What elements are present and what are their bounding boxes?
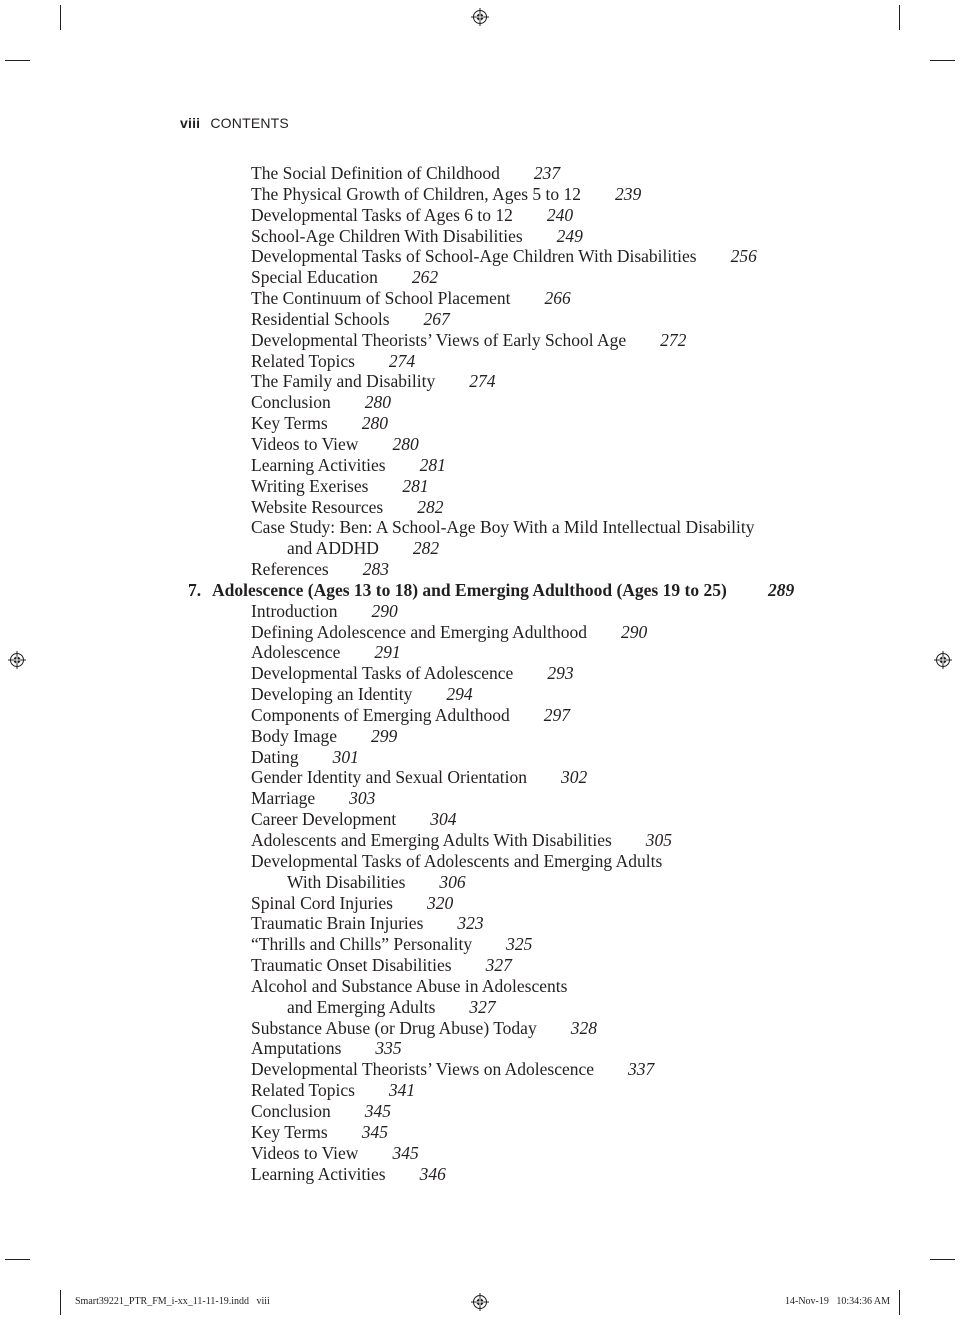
page-number: 290 [621, 621, 648, 642]
toc-entry [0, 788, 960, 809]
page-number: 345 [361, 1121, 388, 1142]
entry-title: Traumatic Brain Injuries [251, 913, 424, 934]
entry-title: Components of Emerging Adulthood [251, 704, 510, 725]
toc-entry [0, 497, 960, 518]
toc-entry [0, 184, 960, 205]
entry-title: The Social Definition of Childhood [251, 163, 500, 183]
entry-title: Substance Abuse (or Drug Abuse) Today [251, 1017, 537, 1038]
page-number: 256 [730, 246, 757, 267]
entry-title: Developmental Tasks of Ages 6 to 12 [251, 204, 513, 225]
entry-title: The Physical Growth of Children, Ages 5 to 12 [251, 183, 582, 204]
page-number: 274 [469, 371, 496, 392]
entry-title: Case Study: Ben: A School-Age Boy With a Mild Intellectual Disability [251, 517, 755, 538]
chapter-number: 7. [188, 579, 202, 600]
toc-entry [0, 705, 960, 726]
entry-title: Adolescence [251, 642, 341, 663]
toc-entry [0, 1038, 960, 1059]
entry-title: Developmental Tasks of Adolescence [251, 663, 514, 684]
toc-entry [0, 163, 960, 184]
page-number: 302 [561, 767, 588, 788]
page-number: 327 [469, 996, 496, 1017]
entry-title: Conclusion [251, 392, 331, 413]
page-folio: viii [180, 115, 201, 131]
registration-mark-icon [471, 8, 489, 26]
toc-entry [0, 517, 960, 559]
page-number: 305 [645, 830, 673, 850]
page-number: 289 [768, 579, 795, 600]
running-head-title: CONTENTS [210, 115, 289, 131]
entry-title: Writing Exerises [251, 475, 369, 496]
toc-entry [0, 434, 960, 455]
entry-title: Body Image [251, 725, 338, 746]
toc-entry [0, 351, 960, 372]
toc-entry [0, 1080, 960, 1101]
entry-title: Key Terms [251, 413, 328, 434]
entry-title: Marriage [251, 788, 316, 809]
page-number: 262 [411, 267, 439, 288]
page-number: 282 [412, 538, 440, 559]
toc-entry [0, 726, 960, 747]
entry-title: Traumatic Onset Disabilities [251, 955, 452, 976]
page-number: 280 [392, 433, 419, 454]
toc-entry [0, 663, 960, 684]
entry-title: Dating [251, 746, 299, 767]
page-number: 306 [439, 871, 466, 892]
crop-mark [60, 1290, 61, 1315]
toc-entry [0, 1101, 960, 1122]
entry-title: Related Topics [251, 350, 355, 371]
page-number: 281 [402, 475, 429, 496]
crop-mark [930, 1259, 955, 1260]
entry-title: Gender Identity and Sexual Orientation [251, 767, 528, 788]
page-number: 283 [362, 559, 389, 580]
page-number: 301 [332, 746, 359, 767]
toc-entry [0, 747, 960, 768]
toc-entry [0, 205, 960, 226]
entry-title-continued [251, 538, 960, 559]
toc-entry [0, 371, 960, 392]
entry-title: School-Age Children With Disabilities [251, 225, 523, 246]
entry-title: Videos to View [251, 433, 359, 454]
table-of-contents [0, 163, 960, 1184]
running-head [180, 115, 289, 131]
page-number: 239 [615, 183, 642, 204]
chapter-title: Adolescence (Ages 13 to 18) and Emerging Adulthood (Ages 19 to 25) [212, 579, 727, 600]
toc-entry [0, 330, 960, 351]
toc-entry [0, 934, 960, 955]
entry-title: Amputations [251, 1038, 342, 1059]
entry-title: Alcohol and Substance Abuse in Adolescents [251, 975, 568, 996]
page-number: 335 [375, 1038, 402, 1059]
crop-mark [930, 60, 955, 61]
toc-entry [0, 955, 960, 976]
page-number: 345 [392, 1142, 419, 1163]
entry-title: The Continuum of School Placement [251, 288, 511, 309]
page-number: 282 [417, 496, 444, 517]
entry-title: Developmental Theorists’ Views of Early School Age [251, 329, 627, 350]
entry-title: The Family and Disability [251, 371, 436, 392]
toc-entry [0, 288, 960, 309]
toc-entry [0, 309, 960, 330]
page-number: 323 [457, 913, 484, 934]
slug-file-name: Smart39221_PTR_FM_i-xx_11-11-19.indd viii [75, 1296, 270, 1307]
toc-entry [0, 267, 960, 288]
entry-title: Residential Schools [251, 308, 390, 329]
toc-entry [0, 1122, 960, 1143]
registration-mark-icon [471, 1293, 489, 1311]
page-number: 346 [419, 1163, 446, 1184]
entry-title: Special Education [251, 267, 378, 288]
page-number: 325 [506, 934, 533, 955]
toc-entry [0, 226, 960, 247]
page-number: 267 [423, 308, 450, 329]
toc-entry [0, 476, 960, 497]
page-number: 240 [546, 204, 574, 225]
toc-entry [0, 767, 960, 788]
page-number: 293 [547, 663, 574, 684]
page-number: 290 [371, 600, 398, 621]
toc-entry [0, 1059, 960, 1080]
toc-entry [0, 913, 960, 934]
page-number: 274 [388, 350, 416, 371]
toc-entry [0, 976, 960, 1018]
entry-title: Introduction [251, 600, 338, 621]
entry-title: Key Terms [251, 1121, 328, 1142]
toc-chapter-entry [0, 580, 960, 601]
page-number: 249 [556, 225, 583, 246]
entry-title: Adolescents and Emerging Adults With Disabilities [251, 830, 612, 850]
entry-title: References [251, 559, 329, 580]
page-number: 291 [374, 642, 401, 663]
entry-title: Developing an Identity [251, 684, 413, 705]
crop-mark [899, 5, 900, 30]
entry-title: Videos to View [251, 1142, 359, 1163]
toc-entry [0, 1164, 960, 1185]
entry-title: Developmental Theorists’ Views on Adolescence [251, 1059, 595, 1080]
toc-entry [0, 392, 960, 413]
page-number: 337 [628, 1059, 655, 1080]
slug-timestamp: 14-Nov-19 10:34:36 AM [785, 1296, 890, 1307]
page-number: 328 [570, 1017, 597, 1038]
page-number: 237 [533, 163, 561, 183]
entry-title: Spinal Cord Injuries [251, 892, 393, 913]
toc-entry [0, 851, 960, 893]
toc-entry [0, 622, 960, 643]
toc-entry [0, 893, 960, 914]
entry-title: Website Resources [251, 496, 384, 517]
page-number: 320 [426, 892, 454, 913]
page-number: 280 [364, 392, 391, 413]
toc-entry [0, 830, 960, 851]
page-number: 272 [660, 329, 687, 350]
entry-title: Defining Adolescence and Emerging Adulthood [251, 621, 587, 642]
entry-title-runover: and ADDHD [287, 538, 379, 559]
crop-mark [60, 5, 61, 30]
entry-title: Learning Activities [251, 1163, 386, 1184]
crop-mark [5, 1259, 30, 1260]
entry-title: Conclusion [251, 1100, 331, 1121]
page-number: 299 [371, 725, 398, 746]
entry-title-continued [251, 872, 960, 893]
crop-mark [5, 60, 30, 61]
page-number: 281 [419, 454, 446, 475]
page-number: 304 [430, 809, 457, 830]
toc-entry [0, 684, 960, 705]
toc-entry [0, 246, 960, 267]
page-number: 294 [446, 684, 473, 705]
toc-entry [0, 1018, 960, 1039]
page-number: 280 [361, 413, 388, 434]
page-number: 341 [388, 1080, 416, 1101]
toc-entry [0, 642, 960, 663]
entry-title-runover: and Emerging Adults [287, 996, 436, 1017]
entry-title: Career Development [251, 809, 397, 830]
entry-title: Learning Activities [251, 454, 386, 475]
entry-title: Developmental Tasks of Adolescents and Emerging Adults [251, 850, 663, 871]
entry-title-continued [251, 997, 960, 1018]
page-number: 297 [543, 704, 571, 725]
toc-entry [0, 455, 960, 476]
crop-mark [899, 1290, 900, 1315]
page-number: 327 [485, 955, 512, 976]
page-number: 345 [364, 1100, 391, 1121]
page-number: 303 [349, 788, 376, 809]
entry-title: Related Topics [251, 1080, 355, 1101]
toc-entry [0, 413, 960, 434]
entry-title: “Thrills and Chills” Personality [251, 934, 473, 955]
entry-title-runover: With Disabilities [287, 871, 406, 892]
toc-entry [0, 1143, 960, 1164]
entry-title: Developmental Tasks of School-Age Children With Disabilities [251, 246, 697, 267]
toc-entry [0, 559, 960, 580]
page-number: 266 [544, 288, 571, 309]
toc-entry [0, 809, 960, 830]
toc-entry [0, 601, 960, 622]
